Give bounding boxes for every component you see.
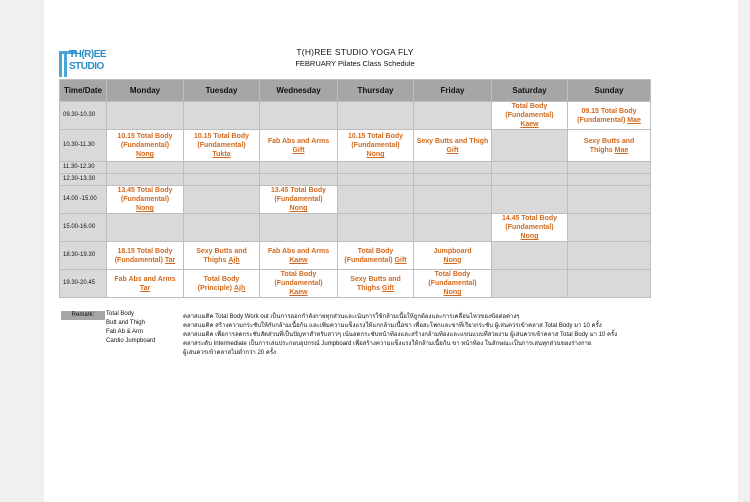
- class-name-line: [415, 137, 490, 146]
- class-name-line: [185, 284, 258, 293]
- day-header-monday: Monday: [107, 80, 184, 102]
- class-name: 09.15 Total Body: [581, 107, 637, 115]
- remark-class-name: Fab Ab & Arm: [106, 329, 144, 335]
- class-slot-cell: [107, 242, 184, 270]
- time-slot-cell: 15.00-16.00: [60, 214, 107, 242]
- class-name: (Fundamental): [114, 256, 163, 264]
- class-name: Sexy Butts and: [583, 137, 635, 145]
- teacher-name: Nong: [366, 151, 385, 158]
- table-body: [60, 102, 651, 298]
- teacher-name: Nong: [289, 205, 308, 212]
- teacher-line: [415, 256, 490, 265]
- teacher-name: Nong: [520, 233, 539, 240]
- class-name-line: [185, 132, 258, 141]
- teacher-line: [108, 150, 182, 159]
- class-name-line: [108, 195, 182, 204]
- teacher-line: [339, 150, 412, 159]
- class-name: (Fundamental): [428, 280, 477, 287]
- teacher-line: [493, 120, 566, 129]
- day-header-sunday: Sunday: [568, 80, 651, 102]
- time-slot-cell: 11.30-12.30: [60, 162, 107, 174]
- class-slot-cell: [338, 130, 414, 162]
- remark-description: คลาสระดับ Intermediate เป็นการเล่นประกอบอุปกรณ์ Jumpboard เพื่อสร้างความแข็งแรงให้กล้ามเนื้อก้น ขา หน้าท้อง ในลักษณะเป็นการเล่นทุกส่วนของร่างกาย: [183, 341, 592, 347]
- empty-slot-cell: [568, 186, 651, 214]
- teacher-line: [493, 232, 566, 241]
- class-name: 13.45 Total Body: [117, 187, 173, 194]
- empty-slot-cell: [260, 102, 338, 130]
- document-title: T(H)REE STUDIO YOGA FLY: [296, 47, 414, 57]
- class-name-line: [493, 223, 566, 232]
- schedule-row: [60, 186, 651, 214]
- class-slot-cell: [184, 242, 260, 270]
- empty-slot-cell: [492, 130, 568, 162]
- empty-slot-cell: [338, 162, 414, 174]
- class-name-line: [569, 107, 649, 116]
- empty-slot-cell: [107, 102, 184, 130]
- class-name-line: [108, 275, 182, 284]
- remark-description: คลาสแมติค Total Body Work out เป็นการออกกำลังกายทุกส่วนและเน้นการใช้กล้ามเนื้อให้ถูกต้องและการเคลื่อนไหวของข้อต่อต่างๆ: [183, 314, 520, 320]
- class-name: Thighs: [357, 284, 380, 292]
- schedule-row: [60, 242, 651, 270]
- document-title-block: [230, 47, 480, 68]
- class-name-line: [415, 270, 490, 279]
- teacher-name: Mae: [627, 116, 641, 124]
- time-slot-cell: 18.30-19.30: [60, 242, 107, 270]
- class-name: Thighs: [203, 256, 227, 264]
- class-name-line: [185, 141, 258, 150]
- teacher-name: Tar: [139, 284, 151, 292]
- teacher-line: [108, 204, 182, 213]
- empty-slot-cell: [414, 102, 492, 130]
- class-name: Total Body: [511, 103, 548, 110]
- time-slot-cell: 14.00 -15.00: [60, 186, 107, 214]
- time-slot-cell: 10.30-11.30: [60, 130, 107, 162]
- class-name: Sexy Butts and Thigh: [416, 137, 489, 145]
- class-name-line: [185, 247, 258, 256]
- class-name: Total Body: [203, 275, 240, 283]
- empty-slot-cell: [568, 162, 651, 174]
- class-slot-cell: [184, 270, 260, 298]
- teacher-name: Tar: [164, 256, 176, 264]
- class-name: 10.15 Total Body: [117, 133, 173, 140]
- teacher-name: Mae: [614, 146, 629, 154]
- teacher-name: Gift: [394, 256, 407, 264]
- schedule-row: [60, 130, 651, 162]
- teacher-name: Nong: [443, 289, 462, 296]
- schedule-row: [60, 162, 651, 174]
- class-name-line: [339, 275, 412, 284]
- remark-class-name: Total Body: [106, 311, 135, 317]
- empty-slot-cell: [414, 162, 492, 174]
- time-slot-cell: 09.30-10.30: [60, 102, 107, 130]
- time-date-header: Time/Date: [60, 80, 107, 102]
- class-name: (Fundamental): [505, 224, 554, 231]
- remark-description: ผู้เล่นควรเข้าคลาสไม่ต่ำกว่า 20 ครั้ง: [183, 350, 276, 356]
- class-name: Fab Abs and Arms: [267, 137, 330, 145]
- empty-slot-cell: [568, 270, 651, 298]
- class-slot-cell: [107, 270, 184, 298]
- teacher-name: Ajh: [233, 284, 246, 292]
- empty-slot-cell: [568, 214, 651, 242]
- empty-slot-cell: [184, 214, 260, 242]
- logo-figure-left: [59, 51, 62, 77]
- teacher-line: [415, 288, 490, 297]
- class-name: (Fundamental): [505, 112, 554, 119]
- remark-label: Remark:: [61, 311, 105, 320]
- class-name-line: [108, 247, 182, 256]
- class-slot-cell: [184, 130, 260, 162]
- teacher-name: Kaew: [520, 121, 539, 128]
- class-name: Total Body: [280, 271, 317, 278]
- teacher-line: [261, 204, 336, 213]
- day-header-wednesday: Wednesday: [260, 80, 338, 102]
- class-slot-cell: [260, 242, 338, 270]
- class-name: Total Body: [434, 271, 471, 278]
- empty-slot-cell: [184, 174, 260, 186]
- class-name: Fab Abs and Arms: [267, 247, 330, 255]
- class-name: (Principle): [197, 284, 232, 292]
- class-name: (Fundamental): [274, 280, 323, 287]
- class-slot-cell: [568, 102, 651, 130]
- teacher-name: Ajh: [228, 256, 240, 264]
- class-name: (Fundamental): [351, 142, 400, 149]
- class-slot-cell: [568, 130, 651, 162]
- class-name-line: [185, 256, 258, 265]
- remark-description: คลาสแมติค สร้างความกระชับให้กับกล้ามเนื้อก้น และเพิ่มความแข็งแรงให้แกกล้ามเนื้อขา เพื่อสะโพกและขาที่เรียวกระชับ ผู้เล่นควรเข้าคลาส Total Body มา 10 ครั้ง: [183, 323, 602, 329]
- class-name-line: [493, 102, 566, 111]
- empty-slot-cell: [414, 186, 492, 214]
- class-name: 10.15 Total Body: [193, 133, 250, 140]
- class-slot-cell: [492, 102, 568, 130]
- logo-line1: TH(R)EE: [69, 49, 107, 60]
- class-name: (Fundamental): [120, 196, 170, 203]
- empty-slot-cell: [107, 174, 184, 186]
- class-name-line: [261, 137, 336, 146]
- schedule-row: [60, 214, 651, 242]
- empty-slot-cell: [338, 214, 414, 242]
- empty-slot-cell: [492, 242, 568, 270]
- teacher-name: Nong: [136, 205, 154, 212]
- class-name: Total Body: [357, 247, 394, 255]
- teacher-name: Kaew: [289, 256, 308, 264]
- schedule-row: [60, 102, 651, 130]
- teacher-name: Gift: [292, 146, 305, 154]
- empty-slot-cell: [107, 214, 184, 242]
- class-name-line: [415, 279, 490, 288]
- class-name-line: [261, 186, 336, 195]
- teacher-name: Kaew: [289, 289, 308, 296]
- class-name: Sexy Butts and: [196, 247, 247, 255]
- teacher-line: [261, 288, 336, 297]
- class-name-line: [261, 195, 336, 204]
- teacher-name: Nong: [136, 151, 154, 158]
- class-name: Sexy Butts and: [350, 275, 401, 283]
- class-name-line: [261, 279, 336, 288]
- class-name-line: [339, 132, 412, 141]
- empty-slot-cell: [260, 214, 338, 242]
- empty-slot-cell: [568, 174, 651, 186]
- class-name-line: [569, 146, 649, 155]
- class-name: Fab Abs and Arms: [114, 275, 176, 283]
- class-name-line: [569, 137, 649, 146]
- studio-logo: [59, 49, 111, 79]
- class-name: Thighs: [589, 146, 613, 154]
- empty-slot-cell: [492, 270, 568, 298]
- empty-slot-cell: [338, 186, 414, 214]
- remark-description: คลาสแมติค เพื่อการลดกระชับสัดส่วนที่เป็นปัญหาสำหรับสาวๆ เน้นลดกระชับหน้าท้องและสร้างกล้ามท้องและแขนแบบที่สวยงาม ผู้เล่นควรเข้าคลาส Total Body มา 10 ครั้ง: [183, 332, 618, 338]
- document-subtitle: FEBRUARY Pilates Class Schedule: [295, 59, 415, 68]
- empty-slot-cell: [568, 242, 651, 270]
- class-name: 10.15 Total Body: [347, 133, 404, 140]
- teacher-name: Gift: [381, 284, 394, 292]
- class-slot-cell: [260, 186, 338, 214]
- class-name: Jumpboard: [433, 247, 472, 255]
- class-name-line: [493, 214, 566, 223]
- class-name: (Fundamental): [344, 256, 393, 264]
- schedule-row: [60, 174, 651, 186]
- class-name-line: [108, 256, 182, 265]
- remark-class-name: Butt and Thigh: [106, 320, 145, 326]
- class-name-line: [339, 247, 412, 256]
- class-name: (Fundamental): [120, 142, 170, 149]
- class-name: (Fundamental): [577, 116, 626, 124]
- class-name-line: [108, 132, 182, 141]
- logo-figure-right: [64, 51, 67, 77]
- time-slot-cell: 19.30-20.45: [60, 270, 107, 298]
- class-name: 14.45 Total Body: [501, 215, 558, 222]
- class-name-line: [339, 284, 412, 293]
- logo-line2: STUDIO: [69, 61, 104, 72]
- class-name-line: [339, 256, 412, 265]
- class-name-line: [569, 116, 649, 125]
- class-name-line: [108, 186, 182, 195]
- class-name: 18.15 Total Body: [117, 247, 173, 255]
- teacher-name: Nong: [443, 256, 462, 264]
- class-schedule-table: [59, 79, 651, 298]
- class-slot-cell: [107, 186, 184, 214]
- class-slot-cell: [338, 242, 414, 270]
- teacher-line: [261, 146, 336, 155]
- teacher-name: Gift: [446, 146, 459, 154]
- day-header-thursday: Thursday: [338, 80, 414, 102]
- class-name-line: [185, 275, 258, 284]
- class-name: (Fundamental): [274, 196, 323, 203]
- empty-slot-cell: [492, 186, 568, 214]
- class-name: 13.45 Total Body: [270, 187, 327, 194]
- class-name-line: [261, 270, 336, 279]
- class-slot-cell: [107, 130, 184, 162]
- class-name-line: [108, 141, 182, 150]
- class-slot-cell: [414, 130, 492, 162]
- empty-slot-cell: [492, 174, 568, 186]
- empty-slot-cell: [492, 162, 568, 174]
- day-header-friday: Friday: [414, 80, 492, 102]
- empty-slot-cell: [260, 174, 338, 186]
- teacher-line: [108, 284, 182, 293]
- class-name-line: [261, 247, 336, 256]
- day-header-tuesday: Tuesday: [184, 80, 260, 102]
- table-header-row: [60, 80, 651, 102]
- empty-slot-cell: [184, 102, 260, 130]
- remark-class-name: Cardio Jumpboard: [106, 338, 156, 344]
- empty-slot-cell: [338, 174, 414, 186]
- empty-slot-cell: [107, 162, 184, 174]
- class-name-line: [493, 111, 566, 120]
- teacher-line: [261, 256, 336, 265]
- class-name: (Fundamental): [197, 142, 246, 149]
- empty-slot-cell: [184, 162, 260, 174]
- empty-slot-cell: [414, 214, 492, 242]
- class-slot-cell: [260, 270, 338, 298]
- empty-slot-cell: [414, 174, 492, 186]
- class-slot-cell: [414, 242, 492, 270]
- teacher-line: [185, 150, 258, 159]
- class-slot-cell: [260, 130, 338, 162]
- class-name-line: [339, 141, 412, 150]
- class-name-line: [415, 247, 490, 256]
- empty-slot-cell: [260, 162, 338, 174]
- empty-slot-cell: [338, 102, 414, 130]
- schedule-row: [60, 270, 651, 298]
- time-slot-cell: 12.30-13.30: [60, 174, 107, 186]
- day-header-saturday: Saturday: [492, 80, 568, 102]
- empty-slot-cell: [184, 186, 260, 214]
- class-slot-cell: [414, 270, 492, 298]
- class-slot-cell: [492, 214, 568, 242]
- class-slot-cell: [338, 270, 414, 298]
- teacher-line: [415, 146, 490, 155]
- teacher-name: Tukta: [212, 151, 231, 158]
